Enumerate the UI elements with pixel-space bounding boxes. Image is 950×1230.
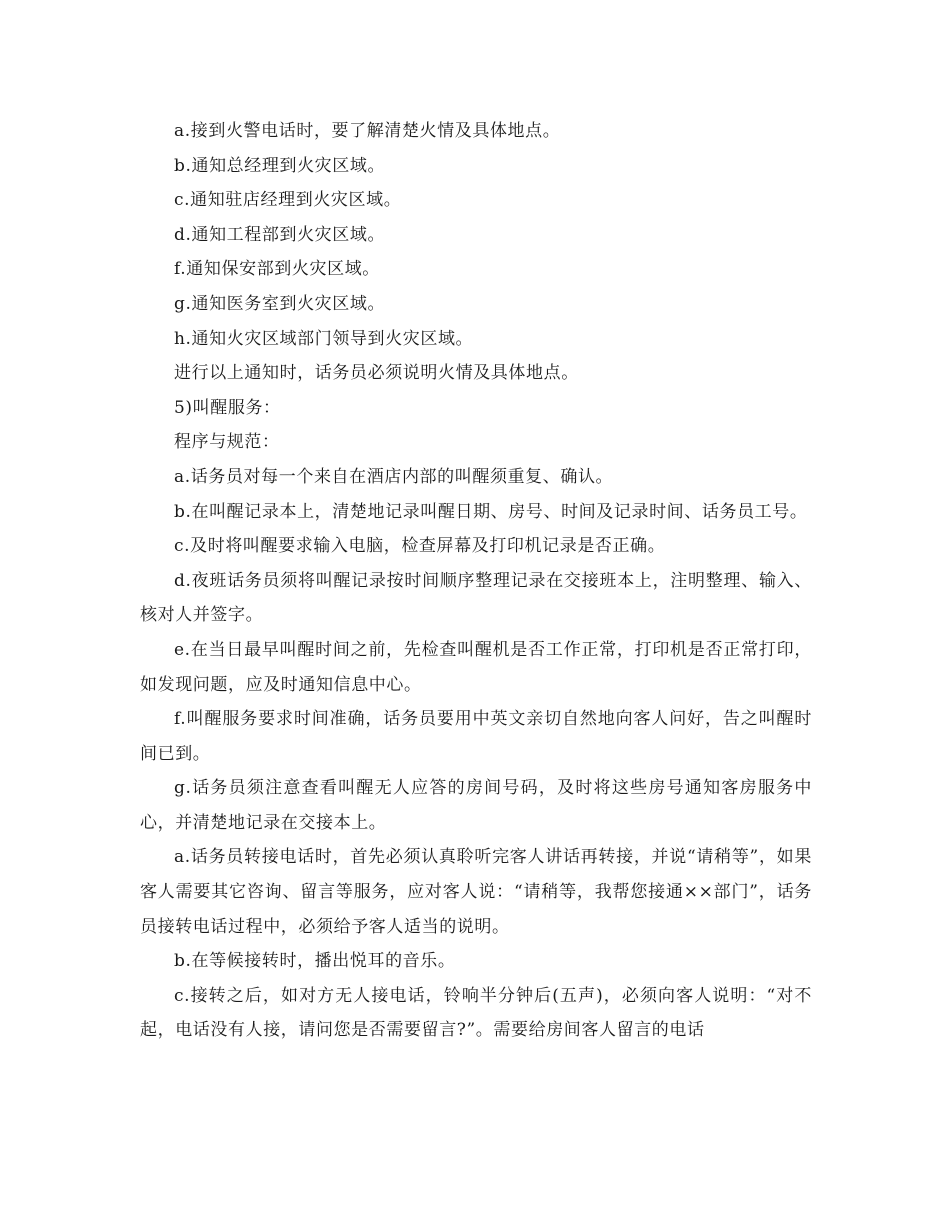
paragraph-wakeup-c: c.及时将叫醒要求输入电脑，检查屏幕及打印机记录是否正确。 xyxy=(174,536,666,557)
paragraph-wakeup-g: g.话务员须注意查看叫醒无人应答的房间号码，及时将这些房号通知客房服务中心，并清楚地记录在交接本上。 xyxy=(140,778,812,833)
paragraph-fire-b: b.通知总经理到火灾区域。 xyxy=(174,155,386,176)
paragraph-fire-note: 进行以上通知时，话务员必须说明火情及具体地点。 xyxy=(174,363,579,384)
paragraph-fire-c: c.通知驻店经理到火灾区域。 xyxy=(174,190,402,211)
paragraph-wakeup-a: a.话务员对每一个来自在酒店内部的叫醒须重复、确认。 xyxy=(174,466,614,487)
paragraph-fire-a: a.接到火警电话时，要了解清楚火情及具体地点。 xyxy=(174,121,561,141)
paragraph-fire-g: g.通知医务室到火灾区域。 xyxy=(174,293,386,314)
paragraph-wakeup-e: e.在当日最早叫醒时间之前，先检查叫醒机是否工作正常，打印机是否正常打印，如发现问题，应及时通知信息中心。 xyxy=(140,639,812,695)
document-body xyxy=(140,114,812,1048)
paragraph-transfer-b: b.在等候接转时，播出悦耳的音乐。 xyxy=(174,951,456,972)
paragraph-wakeup-d: d.夜班话务员须将叫醒记录按时间顺序整理记录在交接班本上，注明整理、输入、核对人并签字。 xyxy=(140,570,812,626)
paragraph-wakeup-b: b.在叫醒记录本上，清楚地记录叫醒日期、房号、时间及记录时间、话务员工号。 xyxy=(174,501,808,522)
subheading-procedure: 程序与规范： xyxy=(174,432,280,453)
paragraph-fire-d: d.通知工程部到火灾区域。 xyxy=(174,224,386,245)
paragraph-transfer-a: a.话务员转接电话时，首先必须认真聆听完客人讲话再转接，并说“请稍等”，如果客人需要其它咨询、留言等服务，应对客人说：“请稍等，我帮您接通××部门”，话务员接转电话过程中，必须给予客人适当的说明。 xyxy=(140,847,812,937)
section-heading-wakeup: 5)叫醒服务： xyxy=(174,397,281,418)
paragraph-wakeup-f: f.叫醒服务要求时间准确，话务员要用中英文亲切自然地向客人问好，告之叫醒时间已到。 xyxy=(140,709,812,764)
paragraph-fire-f: f.通知保安部到火灾区域。 xyxy=(174,259,380,280)
paragraph-transfer-c: c.接转之后，如对方无人接电话，铃响半分钟后(五声)，必须向客人说明：“对不起，电话没有人接，请问您是否需要留言?”。需要给房间客人留言的电话 xyxy=(140,985,812,1041)
paragraph-fire-h: h.通知火灾区域部门领导到火灾区域。 xyxy=(174,328,474,349)
